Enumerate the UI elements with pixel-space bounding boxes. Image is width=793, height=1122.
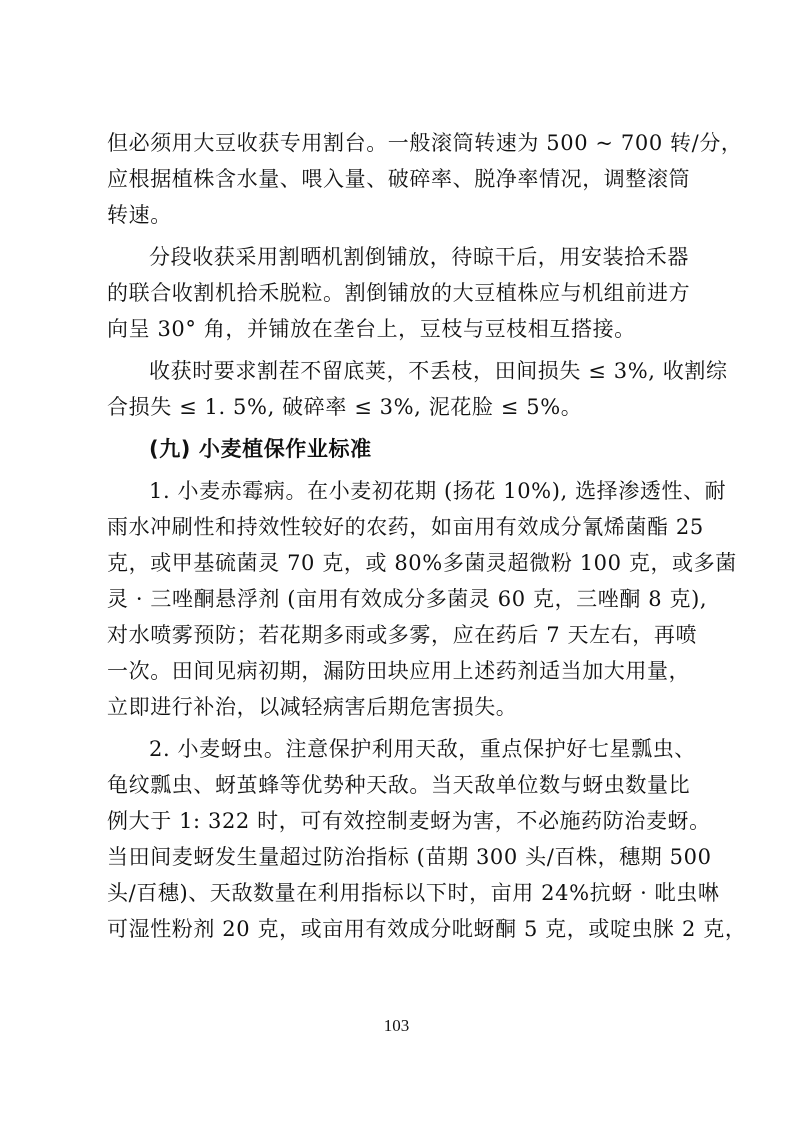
paragraph-line: 但必须用大豆收获专用割台。一般滚筒转速为 500 ~ 700 转/分， <box>107 131 743 155</box>
paragraph-line: 合损失 ≤ 1. 5%, 破碎率 ≤ 3%, 泥花脸 ≤ 5%。 <box>107 395 583 419</box>
paragraph-line: 立即进行补治，以减轻病害后期危害损失。 <box>107 695 518 719</box>
paragraph-line: 灵 · 三唑酮悬浮剂 (亩用有效成分多菌灵 60 克，三唑酮 8 克), <box>107 587 708 611</box>
paragraph-line: 分段收获采用割晒机割倒铺放，待晾干后，用安装拾禾器 <box>149 245 689 269</box>
paragraph-line: 1. 小麦赤霉病。在小麦初花期 (扬花 10%), 选择渗透性、耐 <box>149 479 727 503</box>
paragraph-line: 当田间麦蚜发生量超过防治指标 (苗期 300 头/百株，穗期 500 <box>107 845 712 869</box>
paragraph-line: 2. 小麦蚜虫。注意保护利用天敌，重点保护好七星瓢虫、 <box>149 737 696 761</box>
paragraph-line: 可湿性粉剂 20 克，或亩用有效成分吡蚜酮 5 克，或啶虫脒 2 克， <box>107 917 747 941</box>
paragraph-line: 克，或甲基硫菌灵 70 克，或 80%多菌灵超微粉 100 克，或多菌 <box>107 551 737 575</box>
paragraph-line: 雨水冲刷性和持效性较好的农药，如亩用有效成分氰烯菌酯 25 <box>107 515 704 539</box>
paragraph-line: 收获时要求割茬不留底荚，不丢枝，田间损失 ≤ 3%, 收割综 <box>149 359 728 383</box>
paragraph-line: 的联合收割机拾禾脱粒。割倒铺放的大豆植株应与机组前进方 <box>107 281 691 305</box>
paragraph-line: 转速。 <box>107 203 172 227</box>
paragraph-line: 一次。田间见病初期，漏防田块应用上述药剂适当加大用量， <box>107 659 691 683</box>
section-heading: (九) 小麦植保作业标准 <box>149 437 372 461</box>
paragraph-line: 头/百穗)、天敌数量在利用指标以下时，亩用 24%抗蚜 · 吡虫啉 <box>107 881 720 905</box>
paragraph-line: 对水喷雾预防；若花期多雨或多雾，应在药后 7 天左右，再喷 <box>107 623 698 647</box>
paragraph-line: 龟纹瓢虫、蚜茧蜂等优势种天敌。当天敌单位数与蚜虫数量比 <box>107 773 691 797</box>
paragraph-line: 例大于 1: 322 时，可有效控制麦蚜为害，不必施药防治麦蚜。 <box>107 809 711 833</box>
paragraph-line: 向呈 30° 角，并铺放在垄台上，豆枝与豆枝相互搭接。 <box>107 317 636 341</box>
paragraph-line: 应根据植株含水量、喂入量、破碎率、脱净率情况，调整滚筒 <box>107 167 691 191</box>
page-number: 103 <box>383 1016 410 1035</box>
